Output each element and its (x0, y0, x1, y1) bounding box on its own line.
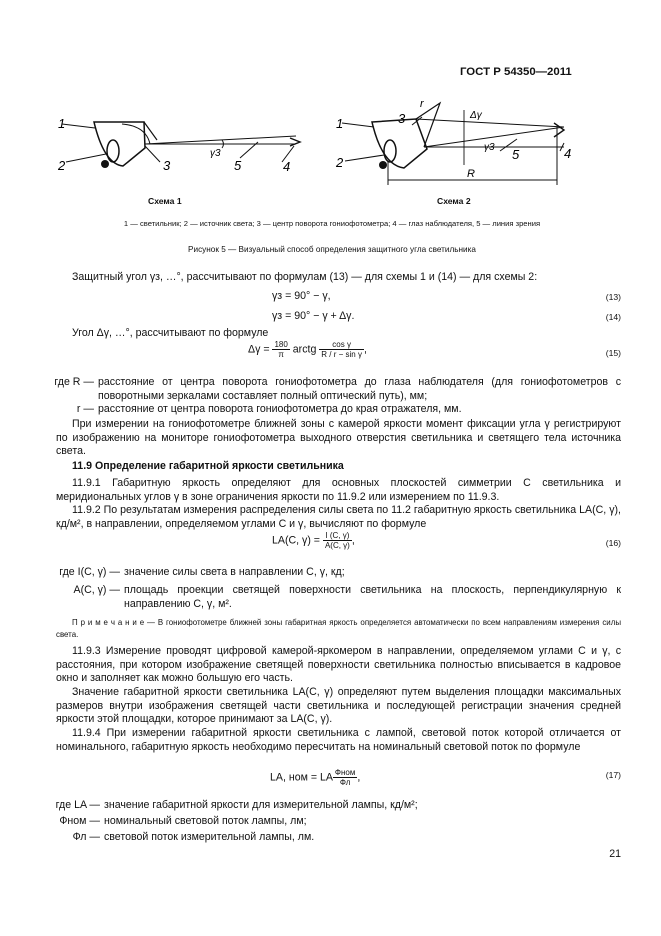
figure-legend: 1 — светильник; 2 — источник света; 3 — центр поворота гониофотометра; 4 — глаз наблюдателя, 5 — линия зрения (123, 219, 541, 228)
where2-text-0: значение силы света в направлении C, γ, кд; (124, 566, 345, 578)
where1-key-0: где R — (54, 376, 94, 388)
eq16-tail: , (351, 534, 355, 547)
eq15-arg-num: cos γ (319, 340, 364, 350)
eq16-fraction (323, 531, 352, 550)
equation-14: γз = 90° − γ + Δγ. (272, 310, 355, 322)
equation-15 (248, 340, 367, 359)
equation-14-number: (14) (605, 312, 621, 322)
eq16-den: A(C, γ) (324, 541, 350, 550)
diagram2-label-3: 3 (398, 111, 406, 126)
diagram1-label-5: 5 (234, 158, 242, 173)
page-number: 21 (609, 848, 621, 860)
equation-15-number: (15) (605, 348, 621, 358)
sight-line (145, 136, 296, 144)
eq15-const-den: π (278, 350, 284, 359)
diagram2-label-1: 1 (336, 116, 344, 131)
paragraph-near-zone: При измерении на гониофотометре ближней зоны с камерой яркости момент фиксации угла γ регистрируют по изображению на мониторе гониофотометра выходного отверстия светильника и светящего тела источника света. (56, 418, 621, 457)
diagram1-label-3: 3 (163, 158, 171, 173)
paragraph-11-9-3-b: Значение габаритной яркости светильника LA(C, γ) определяют путем выделения площадки максимальных размеров внутри изображения светящей части светильника и последующей регистрации значения средней яркости этой площадки, которое принимают за LA(C, γ). (56, 686, 621, 725)
eq17-mid: LA (319, 771, 333, 784)
diagram2-label-4: 4 (564, 146, 572, 161)
lamp-base-2 (379, 161, 387, 169)
lamp-ellipse (107, 140, 119, 162)
diagram2-label-r: r (420, 98, 424, 110)
equation-13: γз = 90° − γ, (272, 290, 331, 302)
luminaire-outline (94, 122, 145, 166)
diagram2-label-5: 5 (512, 147, 520, 162)
doc-code: ГОСТ Р 54350—2011 (460, 66, 572, 78)
diagram2-label-2: 2 (336, 155, 344, 170)
section-heading: 11.9 Определение габаритной яркости светильника (72, 460, 344, 472)
paragraph-angle: Угол Δγ, …°, рассчитывают по формуле (72, 327, 269, 339)
eq15-const-num: 180 (274, 340, 288, 349)
equation-13-number: (13) (605, 292, 621, 302)
eq17-tail: , (357, 771, 361, 784)
where1-text-1: расстояние от центра поворота гониофотометра до края отражателя, мм. (98, 403, 462, 415)
equation-17 (270, 768, 360, 787)
diagram1-label-1: 1 (58, 116, 66, 131)
paragraph-11-9-2: 11.9.2 По результатам измерения распределения силы света по 11.2 габаритную яркость светильника LA(C, γ), кд/м², в направлении, определяемом углами C и γ, вычисляют по формуле (56, 504, 621, 530)
where3-key-2: Фл — (72, 831, 100, 843)
eq16-num: I (C, γ) (323, 531, 352, 541)
where3-key-1: Фном — (59, 815, 100, 827)
paragraph-intro: Защитный угол γз, …°, рассчитывают по формулам (13) — для схемы 1 и (14) — для схемы 2: (72, 271, 538, 283)
paragraph-11-9-1: 11.9.1 Габаритную яркость определяют для основных плоскостей симметрии C светильника и меридиональных углов γ в зоне ограничения яркости по 11.9.2 или измерением по 11.9.3. (56, 477, 621, 503)
scheme-1-caption: Схема 1 (148, 196, 182, 206)
diagram2-gamma: γ3 (484, 142, 495, 153)
diagram2-delta-gamma: Δγ (470, 110, 482, 121)
eq17-num: Фном (334, 768, 356, 777)
diagram2-label-R: R (467, 168, 475, 180)
note: П р и м е ч а н и е — В гониофотометре ближней зоны габаритная яркость определяется автоматически по всем направлениям измерения силы света. (56, 618, 621, 639)
eq15-arg-fraction (319, 340, 364, 359)
scheme-2-caption: Схема 2 (437, 196, 471, 206)
luminaire-outline-2 (372, 119, 427, 168)
lamp-ellipse-2 (384, 140, 396, 162)
eq16-lhs: LA(C, γ) = (272, 534, 320, 547)
eq15-const-fraction (272, 340, 289, 359)
where1-key-1: r — (76, 403, 94, 415)
eq15-arg-den: R / r − sin γ (321, 350, 362, 359)
paragraph-11-9-3: 11.9.3 Измерение проводят цифровой камерой-яркомером в направлении, определяемом углами C и γ, с расстояния, при котором изображение светящей поверхности светильника полностью вписывается в кадровое окно и заполняет как можно большую его часть. (56, 645, 621, 684)
where2-key-1: A(C, γ) — (73, 584, 120, 596)
eq17-lhs: LA, ном = (270, 771, 317, 784)
eq17-fraction (333, 768, 357, 787)
eq15-lhs: Δγ = (248, 343, 270, 356)
diagram1-gamma: γ3 (210, 148, 221, 159)
eq17-den: Фл (339, 778, 351, 787)
where1-text-0: расстояние от центра поворота гониофотометра до глаза наблюдателя (для гониофотометров с поворотными зеркалами составляет полный оптический путь), мм; (98, 376, 621, 402)
where3-key-0: где LA — (55, 799, 100, 811)
paragraph-11-9-4: 11.9.4 При измерении габаритной яркости светильника с лампой, световой поток которой отличается от номинального, габаритную яркость необходимо пересчитать на номинальный световой поток по формуле (56, 727, 621, 753)
eq15-function: arctg (292, 343, 317, 356)
figure-title: Рисунок 5 — Визуальный способ определения защитного угла светильника (188, 245, 476, 254)
equation-17-number: (17) (605, 770, 621, 780)
where2-key-0: где I(C, γ) — (59, 566, 120, 578)
eq15-tail: , (363, 343, 367, 356)
diagram1-label-2: 2 (58, 158, 66, 173)
equation-16 (272, 531, 355, 550)
diagram1-label-4: 4 (283, 159, 291, 174)
where3-text-0: значение габаритной яркости для измерительной лампы, кд/м²; (104, 799, 418, 811)
lamp-base (101, 160, 109, 168)
equation-16-number: (16) (605, 538, 621, 548)
where3-text-2: световой поток измерительной лампы, лм. (104, 831, 315, 843)
where3-text-1: номинальный световой поток лампы, лм; (104, 815, 307, 827)
where2-text-1: площадь проекции светящей поверхности светильника на плоскость, перпендикулярную к направлению C, γ, м². (124, 584, 621, 610)
